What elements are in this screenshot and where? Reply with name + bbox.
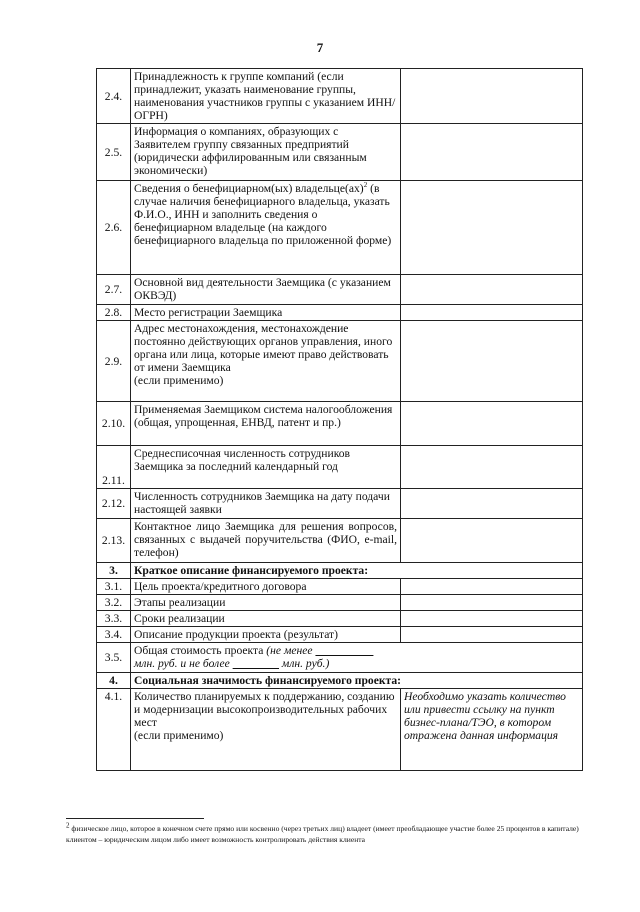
row-label: Количество планируемых к поддержанию, созданию и модернизации высокопроизводительных рабочих мест xyxy=(134,690,395,729)
row-label-note: (если применимо) xyxy=(134,374,224,387)
row-label: Численность сотрудников Заемщика на дату подачи настоящей заявки xyxy=(131,489,401,519)
table-row xyxy=(97,124,583,181)
table-row xyxy=(97,611,583,627)
value-cell[interactable] xyxy=(401,69,583,124)
section-header-row xyxy=(97,563,583,579)
row-label: Сроки реализации xyxy=(131,611,401,627)
table-row xyxy=(97,489,583,519)
section-title: Краткое описание финансируемого проекта: xyxy=(131,563,583,579)
table-row xyxy=(97,305,583,321)
table-row xyxy=(97,643,583,673)
row-number: 2.7. xyxy=(97,275,131,305)
cost-note-min: (не менее xyxy=(266,644,313,657)
table-row xyxy=(97,69,583,124)
value-cell[interactable] xyxy=(401,181,583,275)
footnote-text: физическое лицо, которое в конечном счете прямо или косвенно (через третьих лиц) владеет (имеет преобладающее участие более 25 процентов в капитале) клиентом – юридическим лицом либо имеет возможность контролировать действия клиента xyxy=(66,824,579,844)
table-row xyxy=(97,275,583,305)
value-cell[interactable] xyxy=(401,611,583,627)
row-number: 2.6. xyxy=(97,181,131,275)
table-row xyxy=(97,595,583,611)
value-cell[interactable] xyxy=(401,124,583,181)
row-label: Применяемая Заемщиком система налогообложения (общая, упрощенная, ЕНВД, патент и пр.) xyxy=(131,402,401,446)
table-row xyxy=(97,402,583,446)
row-number: 4.1. xyxy=(97,689,131,771)
footnote-ref: 2 xyxy=(363,181,368,190)
row-label-cell xyxy=(131,321,401,402)
footnote-divider xyxy=(66,818,204,819)
row-label-cell xyxy=(131,643,583,673)
row-label: Среднесписочная численность сотрудников Заемщика за последний календарный год xyxy=(131,446,401,489)
value-cell[interactable] xyxy=(401,402,583,446)
row-number: 3.5. xyxy=(97,643,131,673)
value-hint[interactable]: Необходимо указать количество или привести ссылку на пункт бизнес-плана/ТЭО, в котором отражена данная информация xyxy=(401,689,583,771)
row-label: Цель проекта/кредитного договора xyxy=(131,579,401,595)
min-cost-blank[interactable] xyxy=(315,644,373,657)
row-number: 3.2. xyxy=(97,595,131,611)
row-label: Принадлежность к группе компаний (если принадлежит, указать наименование группы, наименования участников группы с указанием ИНН/ОГРН) xyxy=(131,69,401,124)
cost-note-max: млн. руб. и не более xyxy=(134,657,230,670)
row-label: Этапы реализации xyxy=(131,595,401,611)
row-label: Адрес местонахождения, местонахождение постоянно действующих органов управления, иного органа или лица, которые имеют право действовать от имени Заемщика xyxy=(134,322,393,374)
table-row xyxy=(97,519,583,563)
row-label-note: (в случае наличия бенефициарного владельца, указать Ф.И.О., ИНН и заполнить сведения о бенефициарном владельце (на каждого бенефициарного владельца по приложенной форме) xyxy=(134,182,392,247)
table-row xyxy=(97,579,583,595)
section-header-row xyxy=(97,673,583,689)
row-number: 3.3. xyxy=(97,611,131,627)
row-number: 2.9. xyxy=(97,321,131,402)
footnote xyxy=(66,823,588,845)
value-cell[interactable] xyxy=(401,519,583,563)
row-label: Описание продукции проекта (результат) xyxy=(131,627,401,643)
row-number: 2.5. xyxy=(97,124,131,181)
row-label-note: (если применимо) xyxy=(134,729,224,742)
value-cell[interactable] xyxy=(401,321,583,402)
table-row xyxy=(97,321,583,402)
value-cell[interactable] xyxy=(401,595,583,611)
section-number: 3. xyxy=(97,563,131,579)
row-number: 3.1. xyxy=(97,579,131,595)
row-number: 2.10. xyxy=(97,402,131,446)
row-number: 2.8. xyxy=(97,305,131,321)
row-label: Контактное лицо Заемщика для решения вопросов, связанных с выдачей поручительства (ФИО, e-mail, телефон) xyxy=(131,519,401,563)
value-cell[interactable] xyxy=(401,446,583,489)
table-row xyxy=(97,689,583,771)
section-title: Социальная значимость финансируемого проекта: xyxy=(131,673,583,689)
value-cell[interactable] xyxy=(401,627,583,643)
row-label: Основной вид деятельности Заемщика (с указанием ОКВЭД) xyxy=(131,275,401,305)
page-number: 7 xyxy=(316,40,324,55)
footnote-mark: 2 xyxy=(66,821,70,830)
max-cost-blank[interactable] xyxy=(233,657,279,670)
row-number: 2.13. xyxy=(97,519,131,563)
row-label-cell xyxy=(131,689,401,771)
row-label: Сведения о бенефициарном(ых) владельце(ах) xyxy=(134,182,364,195)
value-cell[interactable] xyxy=(401,579,583,595)
section-number: 4. xyxy=(97,673,131,689)
table-row xyxy=(97,181,583,275)
row-number: 3.4. xyxy=(97,627,131,643)
table-row xyxy=(97,627,583,643)
row-label: Общая стоимость проекта xyxy=(134,644,264,657)
row-label: Место регистрации Заемщика xyxy=(131,305,401,321)
row-number: 2.11. xyxy=(97,446,131,489)
row-number: 2.12. xyxy=(97,489,131,519)
row-number: 2.4. xyxy=(97,69,131,124)
value-cell[interactable] xyxy=(401,305,583,321)
value-cell[interactable] xyxy=(401,489,583,519)
row-label: Информация о компаниях, образующих с Заявителем группу связанных предприятий (юридически аффилированным или связанным экономически) xyxy=(131,124,401,181)
cost-note-unit: млн. руб.) xyxy=(281,657,330,670)
table-row xyxy=(97,446,583,489)
row-label-cell xyxy=(131,181,401,275)
value-cell[interactable] xyxy=(401,275,583,305)
application-form-table xyxy=(96,68,583,771)
